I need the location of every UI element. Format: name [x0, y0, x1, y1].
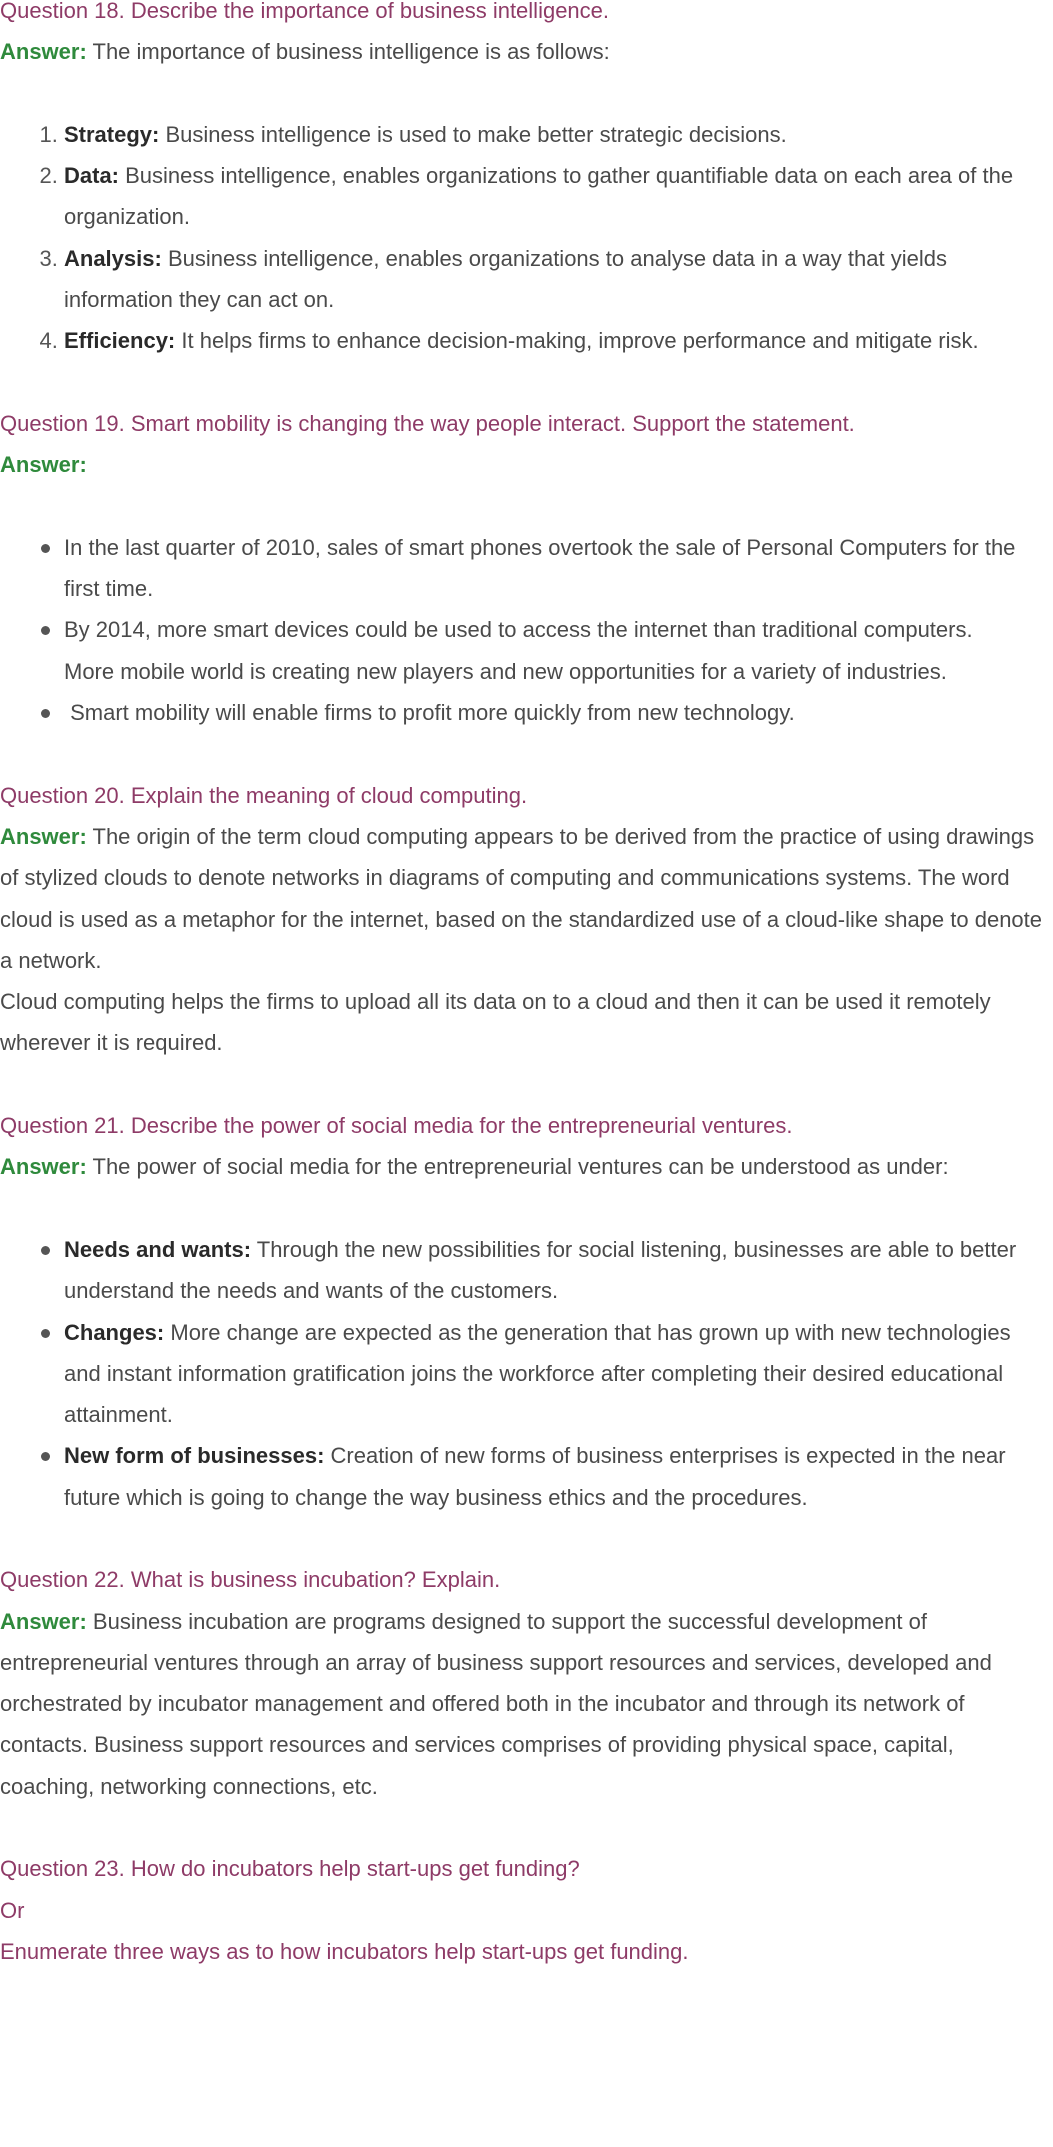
item-text: Business intelligence, enables organizations to analyse data in a way that yields information they can act on.	[64, 245, 947, 313]
list-item	[64, 320, 1049, 361]
item-text: Creation of new forms of business enterprises is expected in the near future which is going to change the way business ethics and the procedures.	[64, 1443, 1006, 1510]
item-text: More change are expected as the generation that has grown up with new technologies and instant information gratification joins the workforce after completing their desired educational attainment.	[64, 1319, 1011, 1428]
answer-18	[0, 31, 1049, 72]
item-text: By 2014, more smart devices could be used to access the internet than traditional computers.	[64, 617, 973, 643]
item-label: Strategy:	[64, 121, 160, 147]
item-text: Business intelligence, enables organizations to gather quantifiable data on each area of the organization.	[64, 163, 1014, 230]
answer-label: Answer:	[0, 39, 87, 65]
answer-label: Answer:	[0, 823, 87, 849]
list-item	[64, 1229, 1049, 1312]
item-text: Business intelligence is used to make better strategic decisions.	[159, 121, 787, 147]
smart-mobility-list	[0, 527, 1049, 733]
answer-label: Answer:	[0, 1608, 87, 1634]
item-label: Changes:	[64, 1319, 165, 1345]
list-item	[64, 238, 1049, 321]
question-23-or: Or	[0, 1897, 25, 1923]
list-item	[64, 114, 1049, 155]
answer-20-continued: Cloud computing helps the firms to upload all its data on to a cloud and then it can be used it remotely wherever it is required.	[0, 989, 991, 1056]
list-item	[64, 1435, 1049, 1518]
item-text-extra: More mobile world is creating new players and new opportunities for a variety of industries.	[64, 658, 947, 684]
question-18: Question 18. Describe the importance of business intelligence.	[0, 0, 610, 23]
answer-21	[0, 1146, 1049, 1187]
item-label: Needs and wants:	[64, 1236, 252, 1262]
item-text: Through the new possibilities for social listening, businesses are able to better understand the needs and wants of the customers.	[64, 1236, 1017, 1304]
answer-text: The power of social media for the entrepreneurial ventures can be understood as under:	[86, 1154, 949, 1180]
importance-list	[0, 114, 1049, 362]
answer-22	[0, 1601, 1049, 1807]
list-item	[64, 609, 1049, 692]
list-item	[64, 155, 1049, 238]
answer-label: Answer:	[0, 452, 87, 478]
list-item: In the last quarter of 2010, sales of smart phones overtook the sale of Personal Computers for the first time.	[64, 527, 1049, 610]
answer-text: The origin of the term cloud computing appears to be derived from the practice of using drawings of stylized clouds to denote networks in diagrams of computing and communications systems. The word cloud is used as a metaphor for the internet, based on the standardized use of a cloud-like shape to denote a network.	[0, 823, 1043, 973]
question-23-alt: Enumerate three ways as to how incubators help start-ups get funding.	[0, 1938, 689, 1964]
list-item	[64, 1312, 1049, 1436]
question-21: Question 21. Describe the power of social media for the entrepreneurial ventures.	[0, 1113, 793, 1139]
answer-text: The importance of business intelligence is as follows:	[86, 39, 610, 65]
answer-text: Business incubation are programs designed to support the successful development of entrepreneurial ventures through an array of business support resources and services, developed and orchestrated by incubator management and offered both in the incubator and through its network of contacts. Business support resources and services comprises of providing physical space, capital, coaching, networking connections, etc.	[0, 1608, 992, 1799]
question-23: Question 23. How do incubators help start-ups get funding?	[0, 1856, 580, 1882]
item-label: New form of businesses:	[64, 1443, 325, 1469]
item-label: Efficiency:	[64, 328, 176, 354]
question-22: Question 22. What is business incubation? Explain.	[0, 1567, 501, 1593]
question-19: Question 19. Smart mobility is changing the way people interact. Support the statement.	[0, 410, 855, 436]
social-media-list	[0, 1229, 1049, 1518]
item-text: It helps firms to enhance decision-making, improve performance and mitigate risk.	[175, 328, 979, 354]
answer-label: Answer:	[0, 1154, 87, 1180]
list-item: Smart mobility will enable firms to profit more quickly from new technology.	[64, 692, 1049, 733]
item-label: Data:	[64, 163, 120, 189]
item-label: Analysis:	[64, 245, 162, 271]
answer-20	[0, 816, 1049, 981]
question-20: Question 20. Explain the meaning of cloud computing.	[0, 782, 528, 808]
answer-19	[0, 444, 1049, 485]
